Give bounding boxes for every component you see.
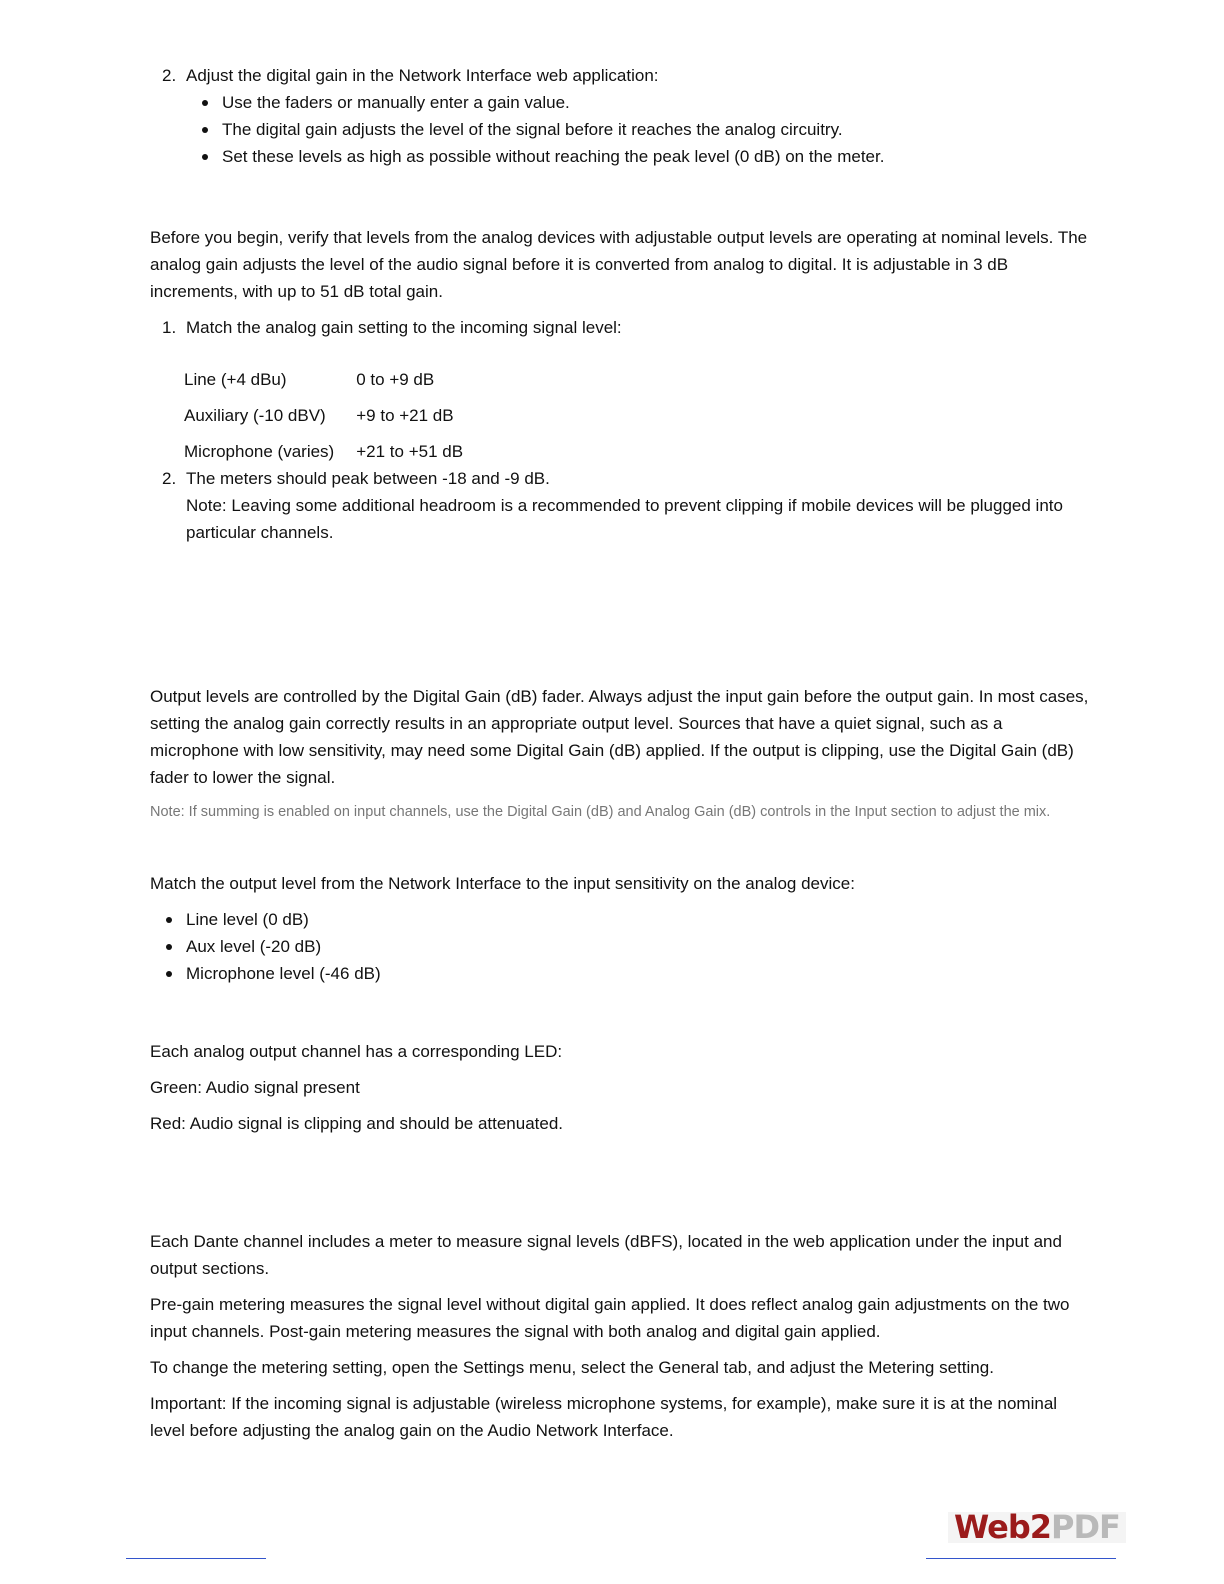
step-number: 1.: [162, 318, 177, 337]
step-text: The meters should peak between -18 and -9 dB.: [186, 469, 550, 488]
metering-paragraph-3: To change the metering setting, open the Settings menu, select the General tab, and adjust the Metering setting.: [150, 1358, 994, 1377]
step-text: Match the analog gain setting to the incoming signal level:: [186, 318, 622, 337]
logo-text-web2: Web2: [954, 1508, 1052, 1546]
analog-gain-table: [184, 366, 485, 474]
list-item: Set these levels as high as possible without reaching the peak level (0 dB) on the meter.: [186, 143, 1090, 170]
digital-gain-step: [150, 62, 1090, 89]
analog-step-1: [150, 314, 1090, 341]
gain-source-cell: Microphone (varies): [184, 442, 335, 461]
gain-range-cell: +9 to +21 dB: [356, 406, 454, 425]
match-output-intro: Match the output level from the Network Interface to the input sensitivity on the analog device:: [150, 874, 855, 893]
list-item: Use the faders or manually enter a gain value.: [186, 89, 1090, 116]
logo-text-pdf: PDF: [1051, 1508, 1120, 1546]
footer-rule-left: [126, 1558, 266, 1559]
metering-paragraph-1: Each Dante channel includes a meter to measure signal levels (dBFS), located in the web application under the input and output sections.: [150, 1232, 1062, 1278]
digital-gain-bullets: [186, 89, 1090, 170]
gain-source-cell: Line (+4 dBu): [184, 370, 287, 389]
metering-important-paragraph: Important: If the incoming signal is adjustable (wireless microphone systems, for example), make sure it is at the nominal level before adjusting the analog gain on the Audio Network Interface.: [150, 1394, 1058, 1440]
list-item: The digital gain adjusts the level of the signal before it reaches the analog circuitry.: [186, 116, 1090, 143]
summing-note: Note: If summing is enabled on input channels, use the Digital Gain (dB) and Analog Gain (dB) controls in the Input section to adjust the mix.: [150, 804, 1051, 820]
analog-step-2: [150, 465, 1090, 546]
footer-rule-right: [926, 1558, 1116, 1559]
step-number: 2.: [162, 66, 177, 85]
output-levels-paragraph: Output levels are controlled by the Digital Gain (dB) fader. Always adjust the input gain before the output gain. In most cases, setting the analog gain correctly results in an appropriate output level. Sources that have a quiet signal, such as a microphone with low sensitivity, may need some Digital Gain (dB) applied. If the output is clipping, use the Digital Gain (dB) fader to lower the signal.: [150, 687, 1089, 787]
analog-intro-paragraph: Before you begin, verify that levels from the analog devices with adjustable output levels are operating at nominal levels. The analog gain adjusts the level of the audio signal before it is converted from analog to digital. It is adjustable in 3 dB increments, with up to 51 dB total gain.: [150, 228, 1088, 301]
gain-range-cell: 0 to +9 dB: [356, 370, 435, 389]
table-row: [184, 402, 485, 438]
step-text: Adjust the digital gain in the Network Interface web application:: [186, 66, 659, 85]
list-item: Line level (0 dB): [150, 906, 1090, 933]
led-intro: Each analog output channel has a corresponding LED:: [150, 1042, 563, 1061]
metering-paragraph-2: Pre-gain metering measures the signal level without digital gain applied. It does reflect analog gain adjustments on the two input channels. Post-gain metering measures the signal with both analog and digital gain applied.: [150, 1295, 1070, 1341]
web2pdf-logo: [948, 1508, 1126, 1546]
gain-range-cell: +21 to +51 dB: [356, 442, 464, 461]
gain-source-cell: Auxiliary (-10 dBV): [184, 406, 326, 425]
list-item: Aux level (-20 dB): [150, 933, 1090, 960]
list-item: Microphone level (-46 dB): [150, 960, 1090, 987]
led-green-text: Green: Audio signal present: [150, 1078, 360, 1097]
output-level-bullets: [150, 906, 1090, 987]
step-number: 2.: [162, 469, 177, 488]
document-page: [150, 62, 1090, 1444]
table-row: [184, 366, 485, 402]
led-red-text: Red: Audio signal is clipping and should be attenuated.: [150, 1114, 564, 1133]
headroom-note: Note: Leaving some additional headroom is a recommended to prevent clipping if mobile devices will be plugged into particular channels.: [186, 496, 1063, 542]
